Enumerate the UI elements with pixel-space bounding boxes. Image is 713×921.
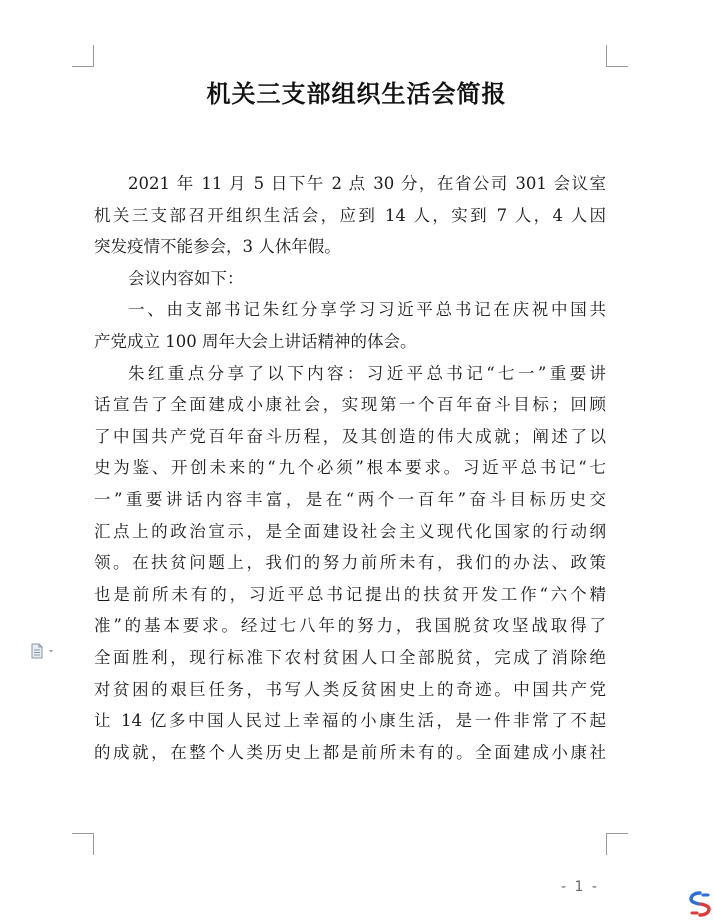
body-line: 对贫困的艰巨任务，书写人类反贫困史上的奇迹。中国共产党 — [94, 679, 606, 699]
body-line: 领。在扶贫问题上，我们的努力前所未有，我们的办法、政策 — [94, 553, 606, 573]
body-line: 朱红重点分享了以下内容：习近平总书记“七一”重要讲 — [128, 363, 606, 383]
body-line: 产党成立 100 周年大会上讲话精神的体会。 — [94, 331, 417, 351]
crop-mark-bottom-left-h — [72, 833, 94, 834]
body-line: 史为鉴、开创未来的“九个必须”根本要求。习近平总书记“七 — [94, 458, 606, 478]
document-icon[interactable] — [30, 643, 60, 659]
body-line: 2021 年 11 月 5 日下午 2 点 30 分，在省公司 301 会议室 — [128, 174, 606, 193]
body-line: 全面胜利，现行标准下农村贫困人口全部脱贫，完成了消除绝 — [94, 647, 606, 667]
body-line: 让 14 亿多中国人民过上幸福的小康生活，是一件非常了不起 — [94, 711, 606, 731]
crop-mark-bottom-left-v — [93, 833, 94, 855]
body-line: 汇点上的政治宣示，是全面建设社会主义现代化国家的行动纲 — [94, 521, 606, 541]
body-line: 机关三支部召开组织生活会，应到 14 人，实到 7 人，4 人因 — [94, 205, 606, 225]
document-body — [94, 168, 606, 768]
body-line: 也是前所未有的，习近平总书记提出的扶贫开发工作“六个精 — [94, 584, 606, 604]
crop-mark-top-right-v — [606, 45, 607, 67]
body-line: 会议内容如下： — [128, 268, 244, 288]
crop-mark-top-right-h — [606, 66, 628, 67]
crop-mark-bottom-right-h — [606, 833, 628, 834]
body-line: 一”重要讲话内容丰富，是在“两个一百年”奋斗目标历史交 — [94, 489, 606, 509]
body-line: 了中国共产党百年奋斗历程，及其创造的伟大成就；阐述了以 — [94, 426, 606, 446]
page-number: - 1 - — [561, 879, 599, 895]
body-line: 一、由支部书记朱红分享学习习近平总书记在庆祝中国共 — [128, 300, 606, 320]
crop-mark-bottom-right-v — [606, 833, 607, 855]
body-line: 话宣告了全面建成小康社会，实现第一个百年奋斗目标；回顾 — [94, 395, 606, 415]
body-line: 准”的基本要求。经过七八年的努力，我国脱贫攻坚战取得了 — [94, 616, 606, 636]
document-title: 机关三支部组织生活会简报 — [206, 79, 507, 108]
crop-mark-top-left-v — [93, 45, 94, 67]
body-line: 的成就，在整个人类历史上都是前所未有的。全面建成小康社 — [94, 742, 606, 762]
crop-mark-top-left-h — [72, 66, 94, 67]
app-logo-icon — [688, 891, 712, 917]
body-line: 突发疫情不能参会，3 人休年假。 — [94, 237, 341, 257]
